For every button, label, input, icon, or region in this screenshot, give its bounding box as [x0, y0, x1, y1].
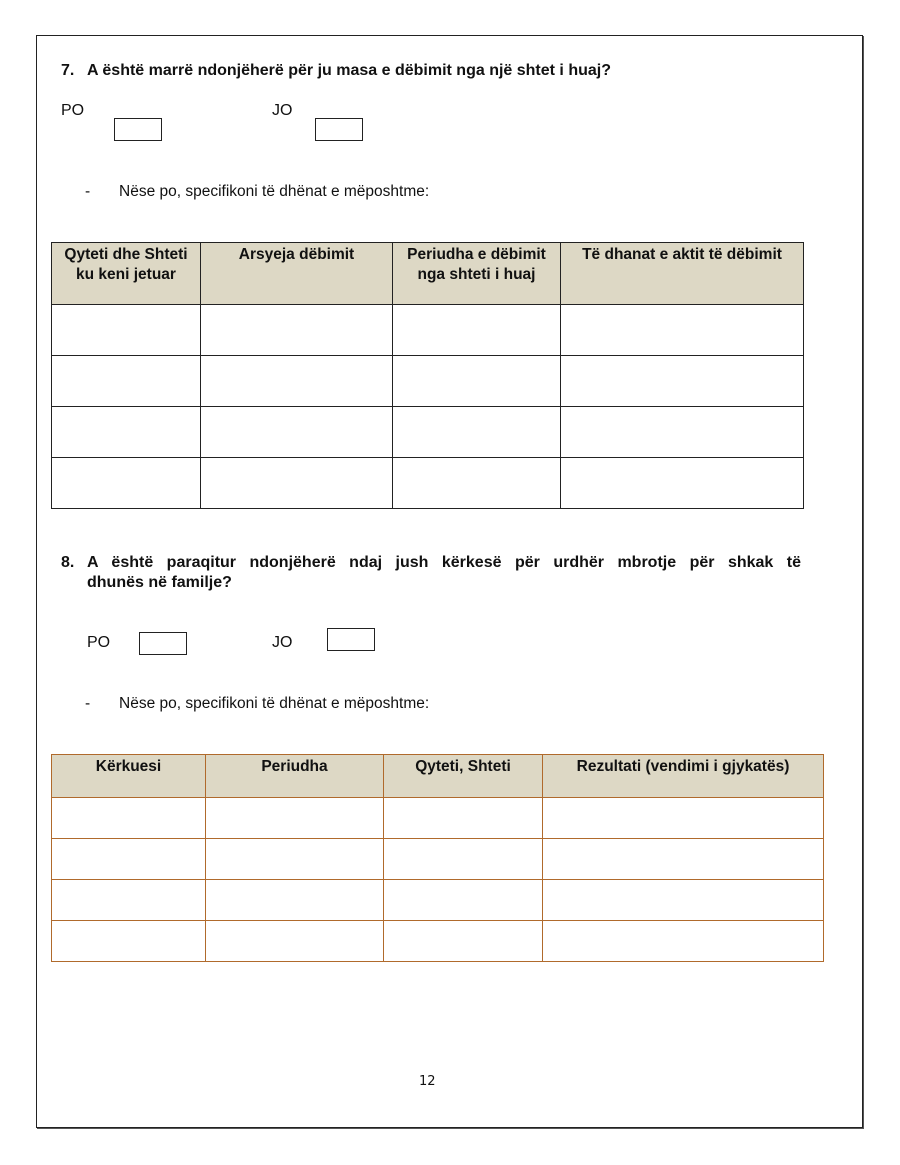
table-cell[interactable]: [384, 839, 543, 880]
q7-no-checkbox[interactable]: [315, 118, 363, 141]
header-city-state: Qyteti dhe Shteti ku keni jetuar: [52, 243, 201, 305]
q7-yes-checkbox[interactable]: [114, 118, 162, 141]
table-cell[interactable]: [393, 356, 561, 407]
q8-table: [51, 754, 824, 962]
q7-instruction: [85, 183, 429, 201]
table-cell[interactable]: [384, 798, 543, 839]
table-cell[interactable]: [543, 839, 824, 880]
table-row: [52, 407, 804, 458]
table-cell[interactable]: [393, 458, 561, 509]
q7-yes-label: PO: [61, 102, 85, 119]
table-cell[interactable]: [52, 458, 201, 509]
instruction-text: Nëse po, specifikoni të dhënat e mëposhtme:: [119, 695, 430, 712]
table-row: [52, 839, 824, 880]
table-row: [52, 356, 804, 407]
q8-instruction: [85, 695, 429, 713]
table-cell[interactable]: [206, 921, 384, 962]
table-row: [52, 305, 804, 356]
q8-yes-checkbox[interactable]: [139, 632, 187, 655]
table-row: [52, 798, 824, 839]
table-cell[interactable]: [201, 458, 393, 509]
table-row: [52, 880, 824, 921]
header-city-state: Qyteti, Shteti: [384, 755, 543, 798]
q7-no-label: JO: [272, 102, 293, 119]
q8-no-checkbox[interactable]: [327, 628, 375, 651]
question-number: 8.: [61, 554, 75, 571]
table-cell[interactable]: [393, 305, 561, 356]
table-cell[interactable]: [201, 356, 393, 407]
table-row: [52, 458, 804, 509]
table-cell[interactable]: [206, 839, 384, 880]
table-cell[interactable]: [384, 880, 543, 921]
instruction-text: Nëse po, specifikoni të dhënat e mëposhtme:: [119, 183, 430, 200]
table-cell[interactable]: [52, 407, 201, 458]
bullet-dash: -: [85, 695, 91, 712]
question-text-line1: A është paraqitur ndonjëherë ndaj jush kërkesë për urdhër mbrotje për shkak të: [87, 554, 801, 571]
table-cell[interactable]: [201, 407, 393, 458]
header-act-details: Të dhanat e aktit të dëbimit: [561, 243, 804, 305]
table-cell[interactable]: [543, 798, 824, 839]
table-cell[interactable]: [561, 407, 804, 458]
table-cell[interactable]: [206, 880, 384, 921]
table-cell[interactable]: [52, 880, 206, 921]
question-text-line2: dhunës në familje?: [87, 574, 232, 591]
table-cell[interactable]: [561, 356, 804, 407]
header-period: Periudha e dëbimit nga shteti i huaj: [393, 243, 561, 305]
table-cell[interactable]: [52, 305, 201, 356]
header-period: Periudha: [206, 755, 384, 798]
header-result: Rezultati (vendimi i gjykatës): [543, 755, 824, 798]
table-cell[interactable]: [384, 921, 543, 962]
q8-no-label: JO: [272, 634, 293, 651]
question-8-title: [61, 553, 801, 593]
table-cell[interactable]: [393, 407, 561, 458]
header-reason: Arsyeja dëbimit: [201, 243, 393, 305]
table-header-row: [52, 243, 804, 305]
table-cell[interactable]: [52, 921, 206, 962]
table-row: [52, 921, 824, 962]
table-cell[interactable]: [543, 921, 824, 962]
table-cell[interactable]: [561, 305, 804, 356]
question-text: A është marrë ndonjëherë për ju masa e dëbimit nga një shtet i huaj?: [87, 62, 611, 79]
bullet-dash: -: [85, 183, 91, 200]
table-cell[interactable]: [543, 880, 824, 921]
table-cell[interactable]: [201, 305, 393, 356]
header-requester: Kërkuesi: [52, 755, 206, 798]
table-cell[interactable]: [561, 458, 804, 509]
question-7-title: [61, 61, 611, 81]
q8-yes-label: PO: [87, 634, 111, 651]
table-cell[interactable]: [52, 798, 206, 839]
q7-table: [51, 242, 804, 509]
question-number: 7.: [61, 62, 75, 79]
table-cell[interactable]: [206, 798, 384, 839]
table-cell[interactable]: [52, 356, 201, 407]
table-cell[interactable]: [52, 839, 206, 880]
page-number: 12: [419, 1074, 436, 1089]
table-header-row: [52, 755, 824, 798]
